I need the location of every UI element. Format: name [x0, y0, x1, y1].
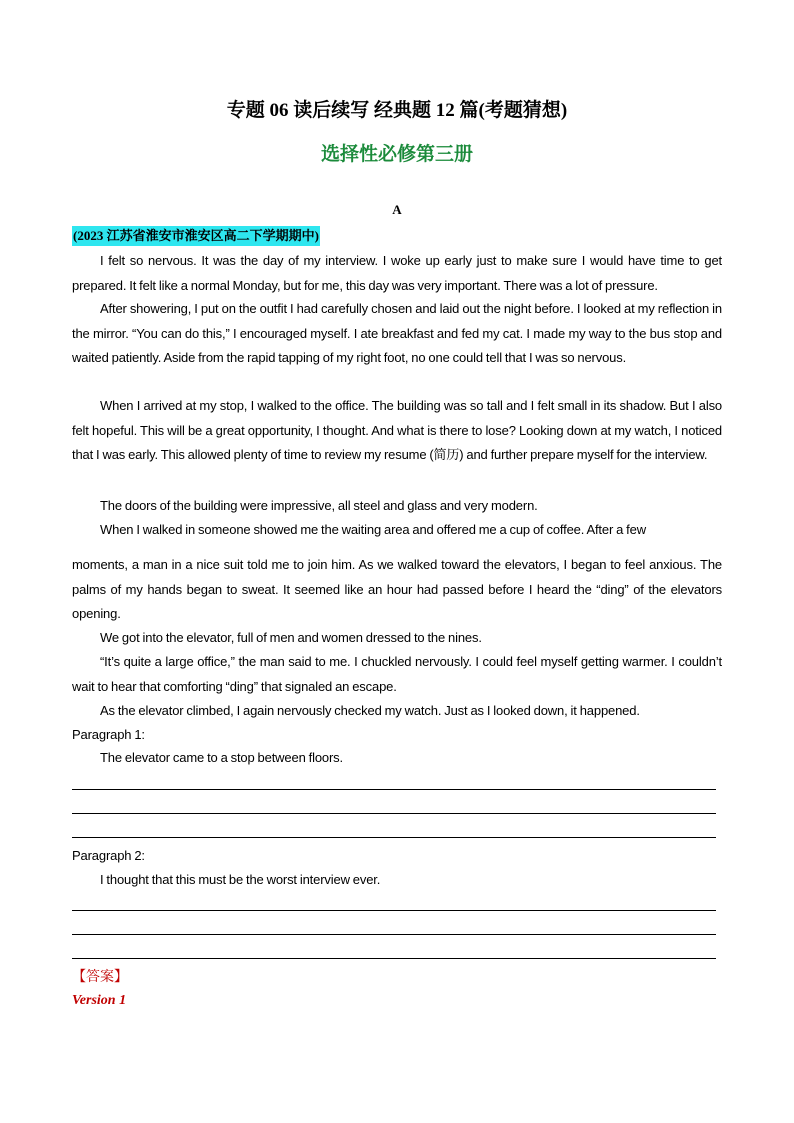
document-subtitle: 选择性必修第三册 [320, 144, 473, 165]
answer-line [72, 910, 716, 911]
document-title: 专题 06 读后续写 经典题 12 篇(考题猜想) [226, 100, 568, 121]
paragraph-2-label: Paragraph 2: [72, 848, 145, 863]
answer-line [72, 934, 716, 935]
passage-paragraph-5-continued: moments, a man in a nice suit told me to join him. As we walked toward the elevators, I began to feel anxious. The palms of my hands began to sweat. It seemed like an hour had passed before I heard the “ding” of the elevators opening. [72, 557, 722, 621]
answer-line [72, 958, 716, 959]
passage-paragraph-6: We got into the elevator, full of men and women dressed to the nines. [100, 630, 482, 645]
paragraph-1-label: Paragraph 1: [72, 727, 145, 742]
source-tag: (2023 江苏省淮安市淮安区高二下学期期中) [72, 226, 320, 246]
paragraph-2-starter: I thought that this must be the worst interview ever. [100, 872, 381, 887]
passage-paragraph-2: After showering, I put on the outfit I had carefully chosen and laid out the night before. I looked at my reflection in the mirror. “You can do this,” I encouraged myself. I ate breakfast and fed my cat. I made my way to the bus stop and waited patiently. Aside from the rapid tapping of my right foot, no one could tell that I was so nervous. [72, 301, 722, 365]
passage-paragraph-1: I felt so nervous. It was the day of my interview. I woke up early just to make sure I would have time to get prepared. It felt like a normal Monday, but for me, this day was very important. There was a lot of pressure. [72, 253, 722, 293]
passage-paragraph-8: As the elevator climbed, I again nervously checked my watch. Just as I looked down, it happened. [100, 703, 640, 718]
answer-line [72, 837, 716, 838]
answer-label: 【答案】 [72, 969, 128, 985]
passage-paragraph-3: When I arrived at my stop, I walked to the office. The building was so tall and I felt small in its shadow. But I also felt hopeful. This will be a great opportunity, I thought. And what is there to lose? Looking down at my watch, I noticed that I was early. This allowed plenty of time to review my resume (简历) and further prepare myself for the interview. [72, 398, 722, 462]
answer-line [72, 813, 716, 814]
answer-line [72, 789, 716, 790]
passage-paragraph-4: The doors of the building were impressive, all steel and glass and very modern. [100, 498, 538, 513]
passage-paragraph-7: “It’s quite a large office,” the man said to me. I chuckled nervously. I could feel myself getting warmer. I couldn’t wait to hear that comforting “ding” that signaled an escape. [72, 654, 722, 694]
section-letter: A [392, 202, 402, 217]
version-label: Version 1 [72, 993, 127, 1008]
paragraph-1-starter: The elevator came to a stop between floors. [100, 750, 343, 765]
passage-paragraph-5-line-1: When I walked in someone showed me the waiting area and offered me a cup of coffee. After a few [100, 522, 646, 537]
